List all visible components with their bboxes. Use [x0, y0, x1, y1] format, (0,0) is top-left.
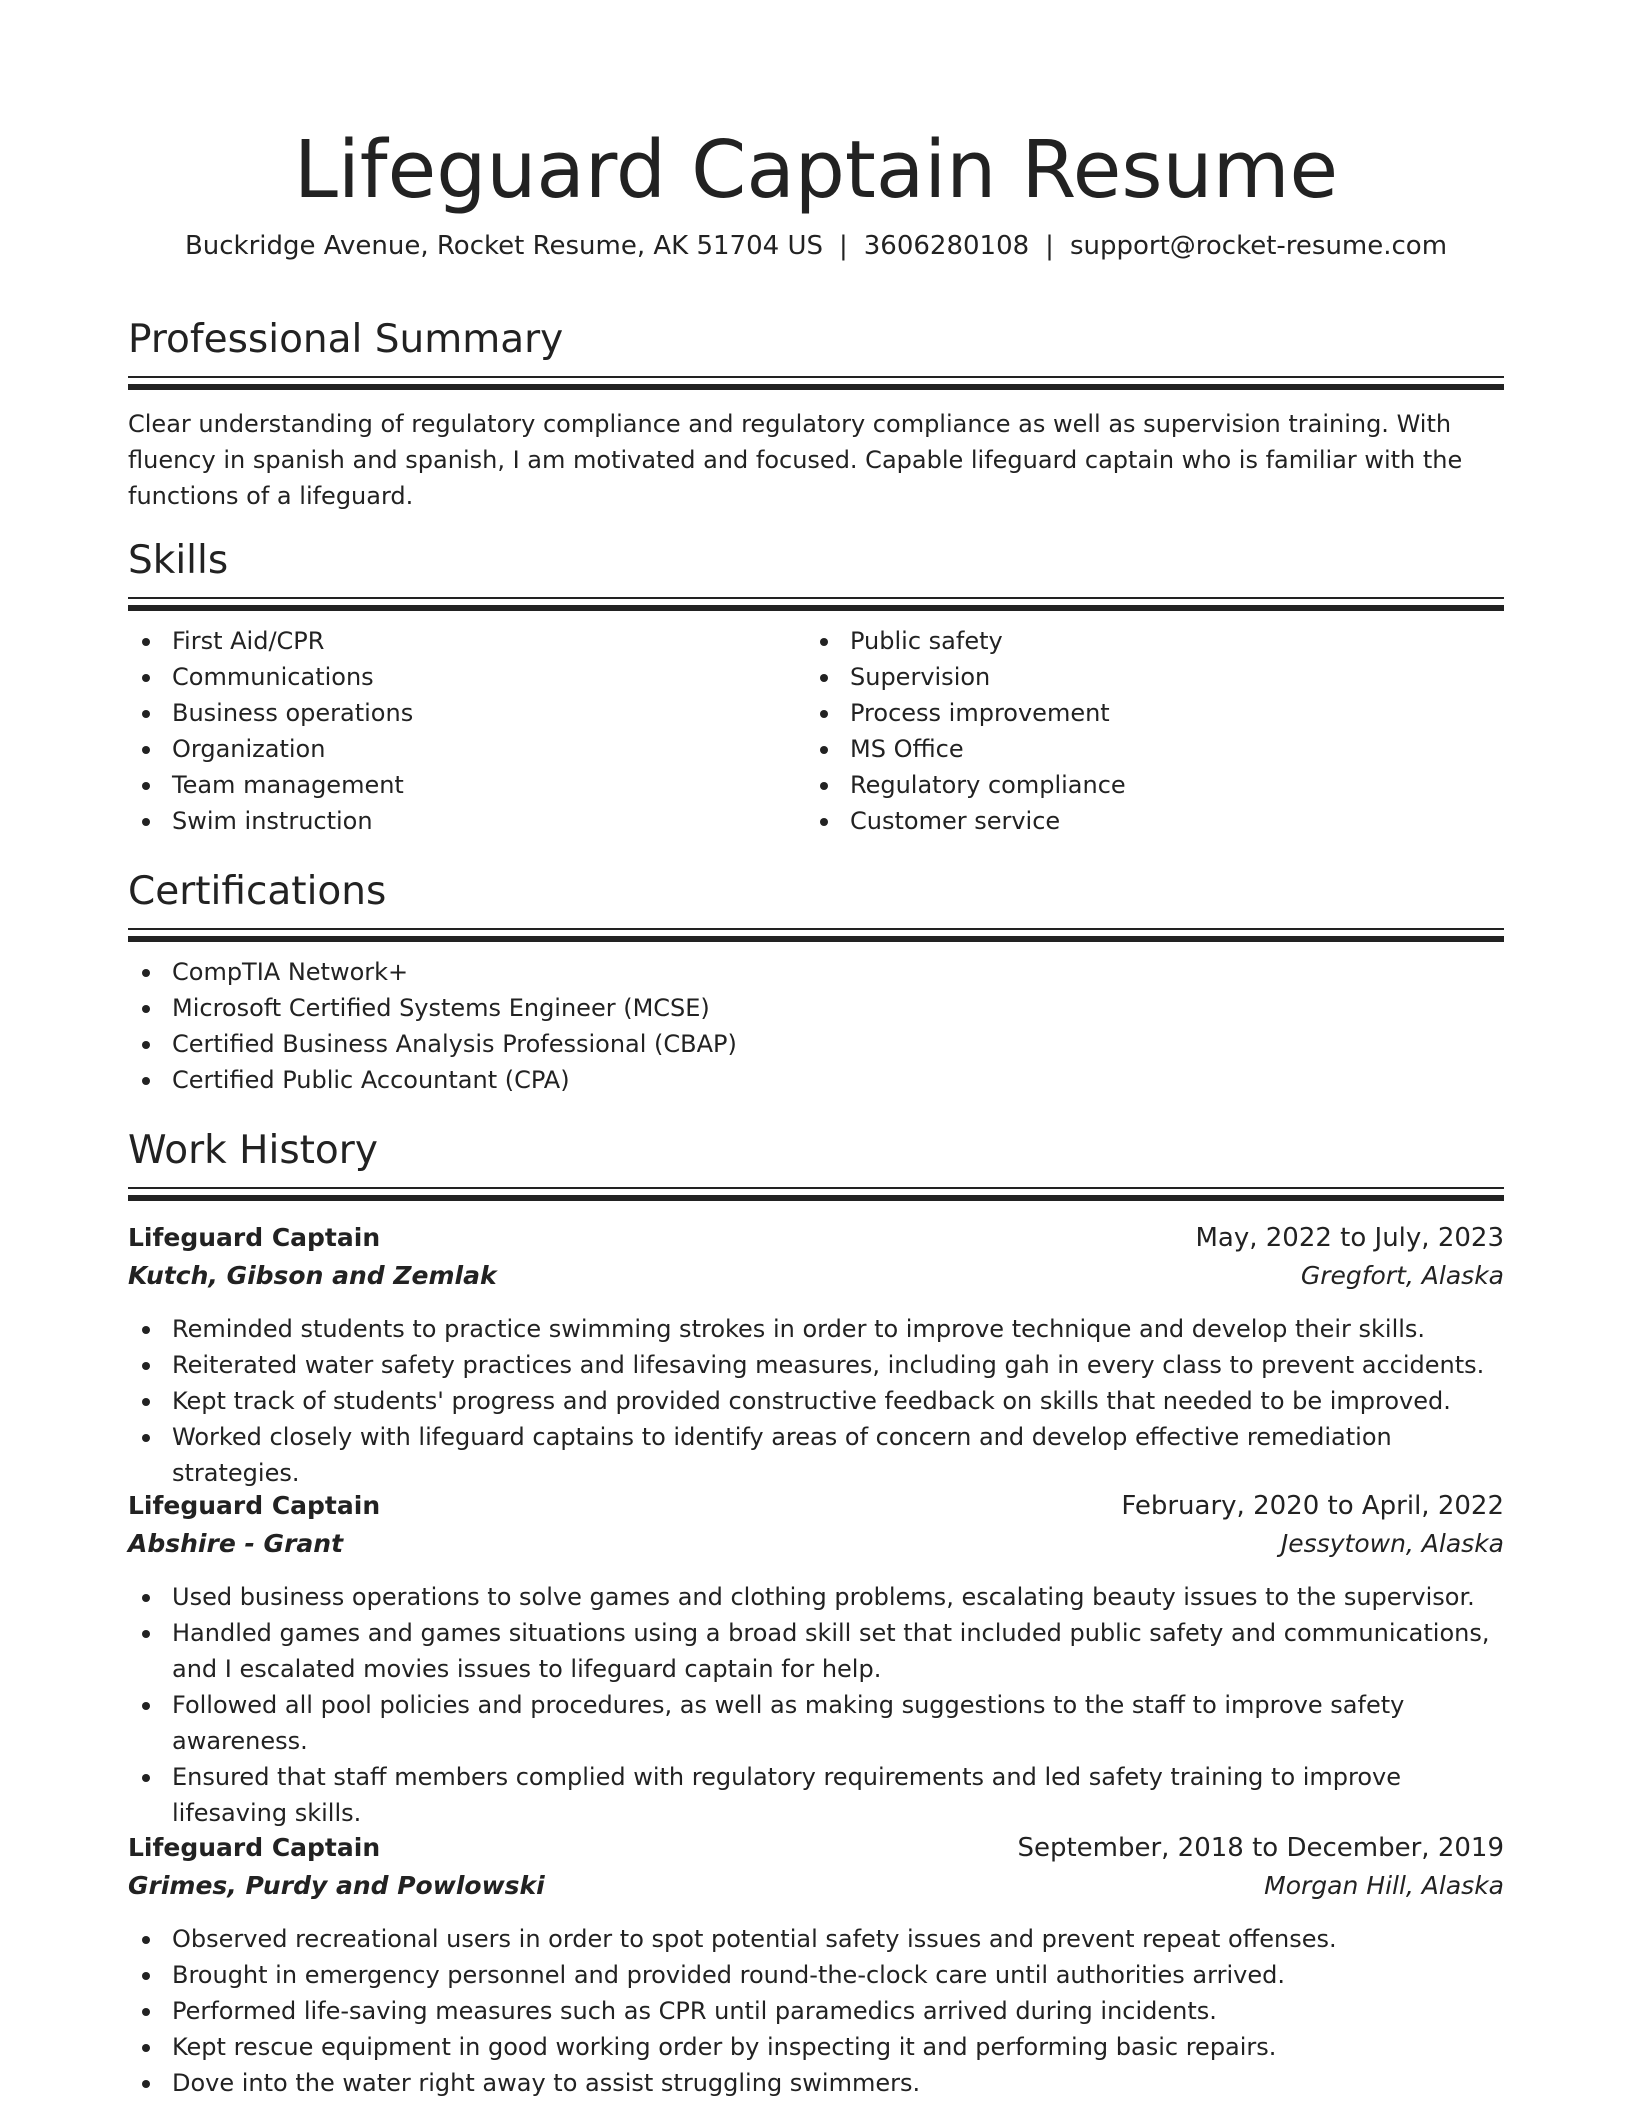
job-bullet: Handled games and games situations using a broad skill set that included public safety and communications, and I escalated movies issues to lifeguard captain for help.: [128, 1615, 1504, 1687]
job-bullet: Observed recreational users in order to spot potential safety issues and prevent repeat offenses.: [128, 1921, 1504, 1957]
certification-item: CompTIA Network+: [128, 954, 1504, 990]
section-divider: [128, 376, 1504, 390]
job-dates: September, 2018 to December, 2019: [1017, 1833, 1504, 1863]
contact-phone: 3606280108: [863, 231, 1030, 261]
skill-item: Supervision: [806, 659, 1484, 695]
job-bullet: Kept rescue equipment in good working order by inspecting it and performing basic repairs.: [128, 2029, 1504, 2065]
job-bullet: Dove into the water right away to assist struggling swimmers.: [128, 2065, 1504, 2101]
job-entry: [128, 1487, 1504, 1831]
certification-item: Certified Business Analysis Professional (CBAP): [128, 1026, 1504, 1062]
contact-separator: |: [838, 231, 848, 261]
job-dates: May, 2022 to July, 2023: [1195, 1223, 1504, 1253]
skills-grid: [128, 623, 1504, 839]
contact-address: Buckridge Avenue, Rocket Resume, AK 51704 US: [184, 231, 823, 261]
summary-text: Clear understanding of regulatory compliance and regulatory compliance as well as supervision training. With fluency in spanish and spanish, I am motivated and focused. Capable lifeguard captain who is familiar with the functions of a lifeguard.: [128, 410, 1463, 510]
work-history-section: [128, 1127, 1504, 1201]
section-divider: [128, 597, 1504, 611]
job-bullets: [128, 1579, 1504, 1831]
job-bullet: Used business operations to solve games and clothing problems, escalating beauty issues to the supervisor.: [128, 1579, 1504, 1615]
section-divider: [128, 928, 1504, 942]
job-bullet: Reiterated water safety practices and lifesaving measures, including gah in every class to prevent accidents.: [128, 1347, 1504, 1383]
job-bullets: [128, 1311, 1504, 1491]
contact-separator: |: [1045, 231, 1054, 261]
job-bullet: Reminded students to practice swimming strokes in order to improve technique and develop their skills.: [128, 1311, 1504, 1347]
job-entry: [128, 1219, 1504, 1491]
job-company: Abshire - Grant: [128, 1529, 344, 1558]
job-title: Lifeguard Captain: [128, 1833, 381, 1862]
job-location: Gregfort, Alaska: [1300, 1261, 1504, 1290]
job-location: Jessytown, Alaska: [1280, 1529, 1504, 1558]
job-bullet: Brought in emergency personnel and provided round-the-clock care until authorities arrived.: [128, 1957, 1504, 1993]
skill-item: Process improvement: [806, 695, 1484, 731]
job-title: Lifeguard Captain: [128, 1491, 381, 1520]
skill-item: Regulatory compliance: [806, 767, 1484, 803]
skill-item: Swim instruction: [128, 803, 806, 839]
summary-heading: Professional Summary: [128, 317, 564, 362]
skill-item: MS Office: [806, 731, 1484, 767]
job-bullet: Worked closely with lifeguard captains to identify areas of concern and develop effective remediation strategies.: [128, 1419, 1504, 1491]
certifications-heading: Certifications: [128, 869, 387, 914]
certifications-section: [128, 868, 1504, 1098]
certification-item: Certified Public Accountant (CPA): [128, 1062, 1504, 1098]
summary-section: [128, 316, 1504, 514]
job-bullets: [128, 1921, 1504, 2101]
certification-item: Microsoft Certified Systems Engineer (MCSE): [128, 990, 1504, 1026]
skill-item: Customer service: [806, 803, 1484, 839]
resume-title: Lifeguard Captain Resume: [293, 124, 1339, 216]
skills-section: [128, 537, 1504, 839]
job-company: Kutch, Gibson and Zemlak: [128, 1261, 497, 1290]
job-dates: February, 2020 to April, 2022: [1121, 1491, 1504, 1521]
contact-email: support@rocket-resume.com: [1069, 231, 1448, 261]
job-bullet: Kept track of students' progress and provided constructive feedback on skills that needed to be improved.: [128, 1383, 1504, 1419]
job-entry: [128, 1829, 1504, 2101]
skill-item: Business operations: [128, 695, 806, 731]
skills-heading: Skills: [128, 538, 229, 583]
job-bullet: Followed all pool policies and procedures, as well as making suggestions to the staff to improve safety awareness.: [128, 1687, 1504, 1759]
skill-item: Organization: [128, 731, 806, 767]
job-bullet: Ensured that staff members complied with regulatory requirements and led safety training to improve lifesaving skills.: [128, 1759, 1504, 1831]
skill-item: Communications: [128, 659, 806, 695]
certifications-list: [128, 954, 1504, 1098]
skill-item: Public safety: [806, 623, 1484, 659]
work-history-heading: Work History: [128, 1128, 378, 1173]
resume-page: [128, 0, 1504, 2097]
contact-line: [128, 228, 1504, 264]
section-divider: [128, 1187, 1504, 1201]
job-title: Lifeguard Captain: [128, 1223, 381, 1252]
job-bullet: Performed life-saving measures such as CPR until paramedics arrived during incidents.: [128, 1993, 1504, 2029]
job-company: Grimes, Purdy and Powlowski: [128, 1871, 545, 1900]
skills-list-right: [806, 623, 1484, 839]
skill-item: Team management: [128, 767, 806, 803]
skills-list-left: [128, 623, 806, 839]
skill-item: First Aid/CPR: [128, 623, 806, 659]
job-location: Morgan Hill, Alaska: [1264, 1871, 1504, 1900]
